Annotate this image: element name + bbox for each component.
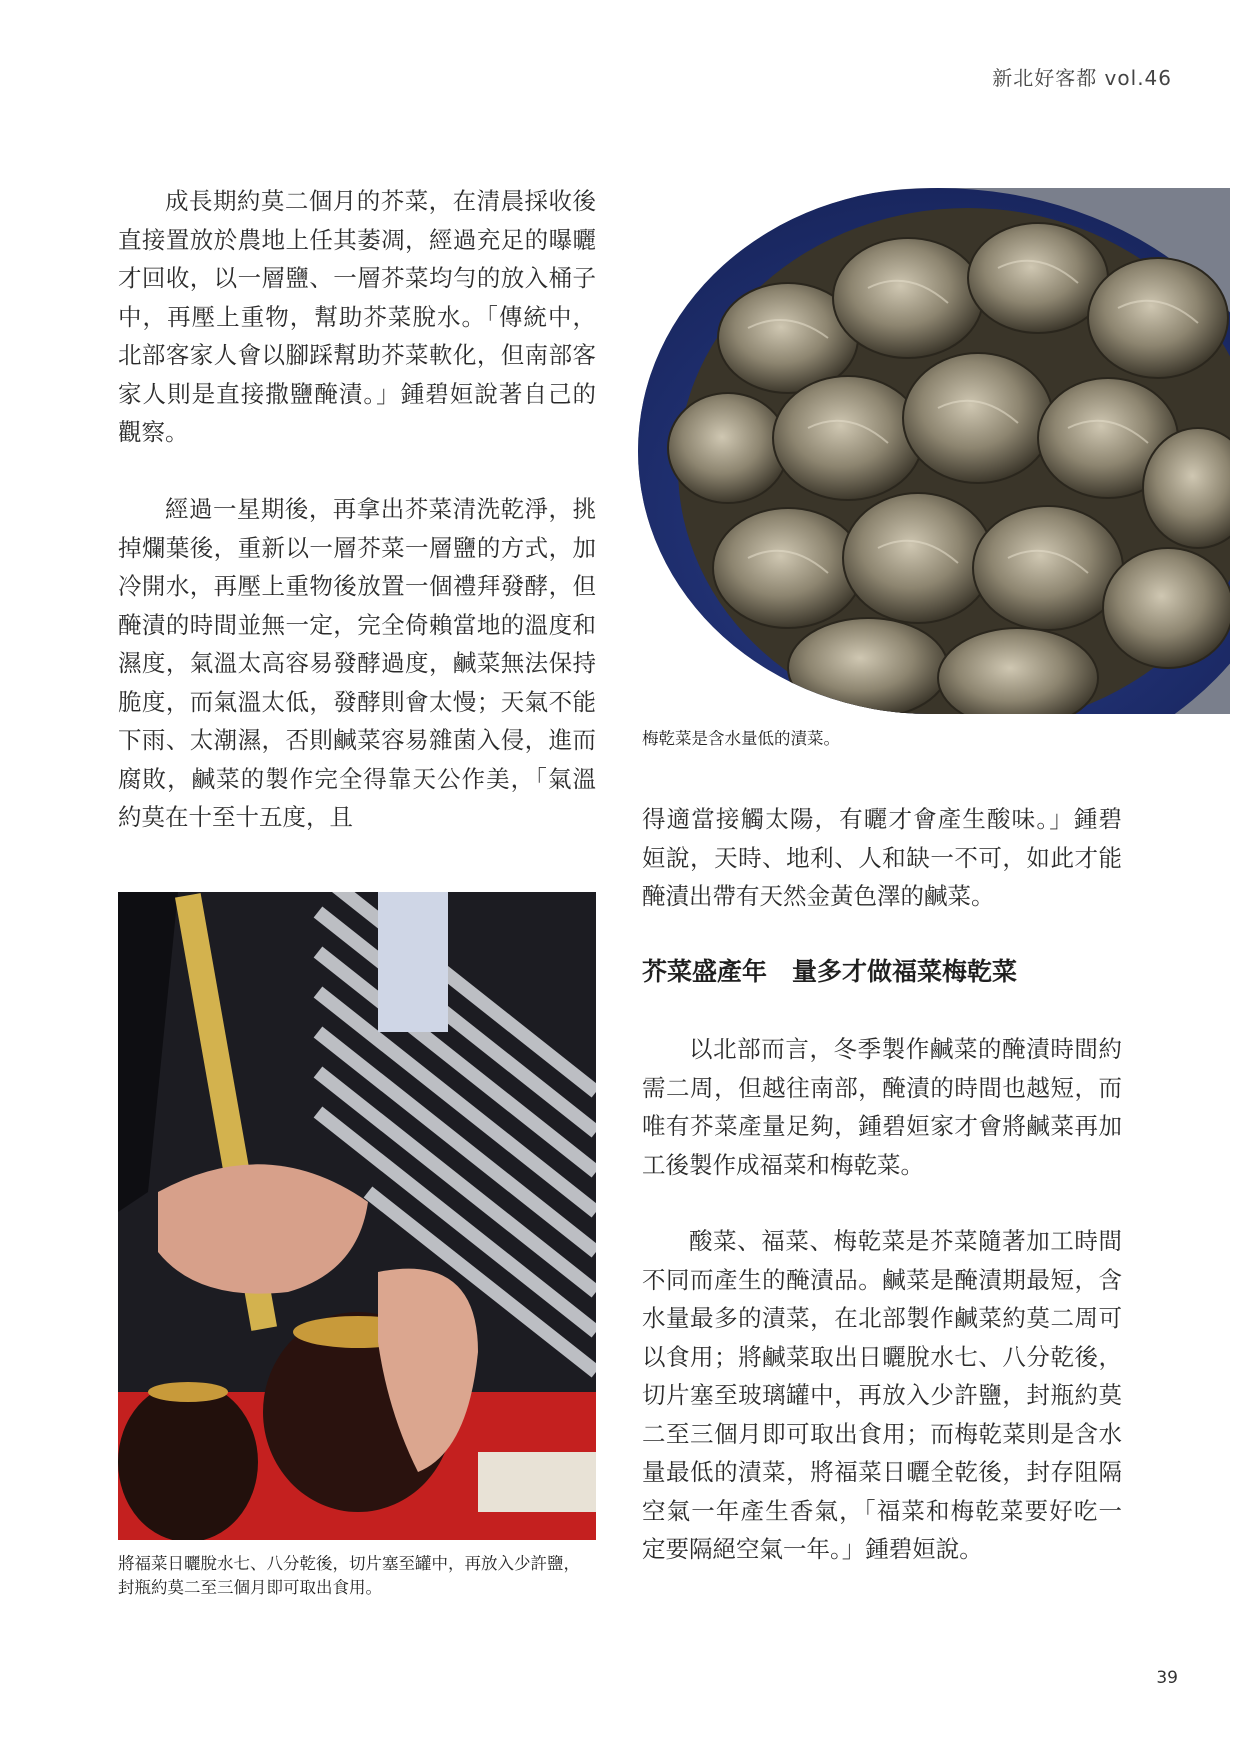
section-heading: 芥菜盛產年 量多才做福菜梅乾菜 (642, 957, 1018, 986)
right-column-para-4 (642, 1222, 1122, 1569)
body-paragraph-2: 經過一星期後，再拿出芥菜清洗乾淨，挑掉爛葉後，重新以一層芥菜一層鹽的方式，加冷開水，再壓上重物後放置一個禮拜發酵，但醃漬的時間並無一定，完全倚賴當地的溫度和濕度，氣溫太高容易發酵過度，鹹菜無法保持脆度，而氣溫太低，發酵則會太慢；天氣不能下雨、太潮濕，否則鹹菜容易雜菌入侵，進而腐敗，鹹菜的製作完全得靠天公作美，「氣溫約莫在十至十五度，且 (118, 495, 596, 831)
right-column-continuation (642, 800, 1122, 916)
jar-packing-photo (118, 892, 596, 1540)
page-number: 39 (1156, 1668, 1178, 1688)
right-column-para-3 (642, 1030, 1122, 1184)
body-paragraph-1: 成長期約莫二個月的芥菜，在清晨採收後直接置放於農地上任其萎凋，經過充足的曝曬才回收，以一層鹽、一層芥菜均勻的放入桶子中，再壓上重物，幫助芥菜脫水。「傳統中，北部客家人會以腳踩幫助芥菜軟化，但南部客家人則是直接撒鹽醃漬。」鍾碧姮說著自己的觀察。 (118, 187, 596, 446)
magazine-header: 新北好客都 vol.46 (992, 66, 1172, 90)
body-paragraph-continuation: 得適當接觸太陽，有曬才會產生酸味。」鍾碧姮說，天時、地利、人和缺一不可，如此才能醃漬出帶有天然金黃色澤的鹹菜。 (642, 805, 1122, 910)
left-column-2 (118, 490, 596, 837)
left-column (118, 182, 596, 452)
mustard-bundles-caption: 梅乾菜是含水量低的漬菜。 (642, 729, 840, 748)
body-paragraph-4: 酸菜、福菜、梅乾菜是芥菜隨著加工時間不同而產生的醃漬品。鹹菜是醃漬期最短，含水量最多的漬菜，在北部製作鹹菜約莫二周可以食用；將鹹菜取出日曬脫水七、八分乾後，切片塞至玻璃罐中，再放入少許鹽，封瓶約莫二至三個月即可取出食用；而梅乾菜則是含水量最低的漬菜，將福菜日曬全乾後，封存阻隔空氣一年產生香氣，「福菜和梅乾菜要好吃一定要隔絕空氣一年。」鍾碧姮說。 (642, 1227, 1122, 1563)
mustard-bundles-photo (638, 188, 1230, 714)
jar-packing-caption: 將福菜日曬脫水七、八分乾後，切片塞至罐中，再放入少許鹽，封瓶約莫二至三個月即可取出食用。 (118, 1554, 580, 1597)
body-paragraph-3: 以北部而言，冬季製作鹹菜的醃漬時間約需二周，但越往南部，醃漬的時間也越短，而唯有芥菜產量足夠，鍾碧姮家才會將鹹菜再加工後製作成福菜和梅乾菜。 (642, 1035, 1122, 1179)
